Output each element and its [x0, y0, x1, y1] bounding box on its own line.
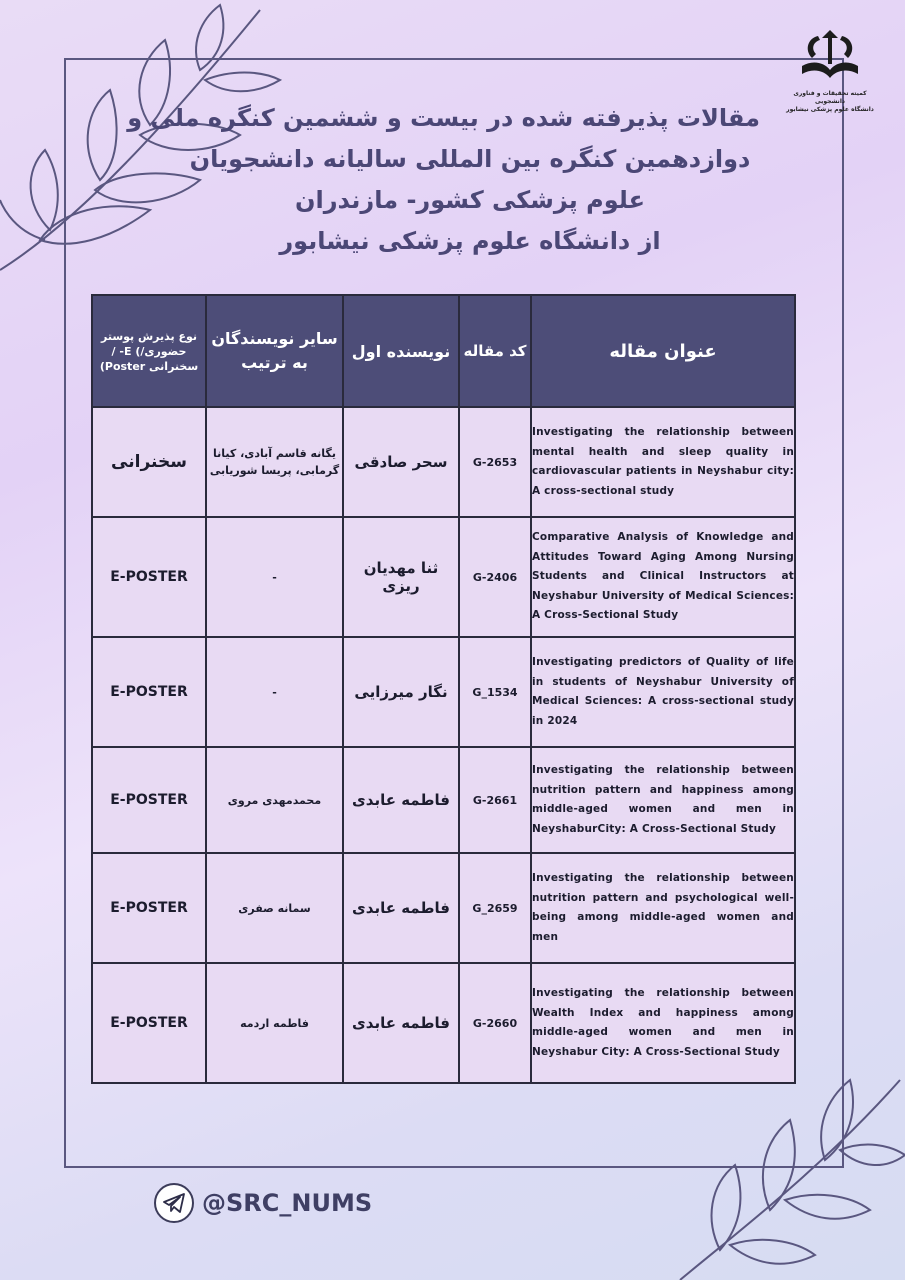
cell-first-author: فاطمه عابدی [343, 853, 459, 963]
header-paper-title: عنوان مقاله [531, 295, 795, 407]
header-paper-code: کد مقاله [459, 295, 531, 407]
telegram-handle-text[interactable]: @SRC_NUMS [202, 1189, 373, 1217]
cell-paper-code: G-2406 [459, 517, 531, 637]
table-row [92, 407, 795, 517]
cell-first-author: ثنا مهدیان ریزی [343, 517, 459, 637]
cell-paper-title: Investigating predictors of Quality of life in students of Neyshabur University of Medical Sciences: A cross-sectional study in 2024 [531, 637, 795, 747]
table-row [92, 637, 795, 747]
accepted-papers-table [91, 294, 796, 1084]
title-line-3: علوم پزشکی کشور- مازندران [295, 186, 645, 214]
cell-paper-code: G_2659 [459, 853, 531, 963]
telegram-icon[interactable] [154, 1183, 194, 1223]
cell-paper-title: Investigating the relationship between Wealth Index and happiness among middle-aged women and men in Neyshabur City: A Cross-Sectional Study [531, 963, 795, 1083]
cell-acceptance-type: سخنرانی [92, 407, 206, 517]
table-row [92, 853, 795, 963]
logo-caption-line1: کمیته تحقیقات و فناوری دانشجویی [793, 90, 867, 105]
book-pen-logo-icon [798, 28, 862, 86]
header-coauthors: سایر نویسندگان به ترتیب [206, 295, 343, 407]
cell-acceptance-type: E-POSTER [92, 963, 206, 1083]
cell-coauthors: محمدمهدی مروی [206, 747, 343, 853]
cell-first-author: سحر صادقی [343, 407, 459, 517]
title-line-4: از دانشگاه علوم پزشکی نیشابور [279, 227, 661, 255]
cell-acceptance-type: E-POSTER [92, 853, 206, 963]
cell-first-author: فاطمه عابدی [343, 963, 459, 1083]
table-row [92, 747, 795, 853]
university-logo [780, 28, 880, 114]
cell-coauthors: یگانه قاسم آبادی، کیانا گرمابی، پریسا شوریابی [206, 407, 343, 517]
cell-paper-title: Investigating the relationship between nutrition pattern and happiness among middle-aged women and men in NeyshaburCity: A Cross-Sectional Study [531, 747, 795, 853]
cell-paper-code: G-2653 [459, 407, 531, 517]
cell-coauthors: فاطمه اردمه [206, 963, 343, 1083]
header-first-author: نویسنده اول [343, 295, 459, 407]
cell-coauthors: - [206, 517, 343, 637]
header-acceptance-type: نوع پذیرش پوستر حضوری/) E- /سخنرانی Poster) [92, 295, 206, 407]
cell-acceptance-type: E-POSTER [92, 747, 206, 853]
cell-paper-code: G-2660 [459, 963, 531, 1083]
cell-paper-title: Investigating the relationship between mental health and sleep quality in cardiovascular patients in Neyshabur city: A cross-sectional study [531, 407, 795, 517]
cell-first-author: فاطمه عابدی [343, 747, 459, 853]
cell-acceptance-type: E-POSTER [92, 517, 206, 637]
cell-paper-code: G-2661 [459, 747, 531, 853]
cell-paper-title: Comparative Analysis of Knowledge and Attitudes Toward Aging Among Nursing Students and Clinical Instructors at Neyshabur University of Medical Sciences: A Cross-Sectional Study [531, 517, 795, 637]
table-row [92, 517, 795, 637]
page-title [127, 98, 760, 262]
logo-caption-line2: دانشگاه علوم پزشکی نیشابور [786, 106, 874, 113]
title-line-2: دوازدهمین کنگره بین المللی سالیانه دانشجویان [189, 145, 751, 173]
telegram-handle[interactable] [154, 1180, 372, 1226]
table-header-row [92, 295, 795, 407]
cell-paper-code: G_1534 [459, 637, 531, 747]
title-line-1: مقالات پذیرفته شده در بیست و ششمین کنگره ملی و [127, 104, 760, 132]
cell-coauthors: سمانه صفری [206, 853, 343, 963]
leaf-branch-bottom-right-icon [650, 1060, 905, 1280]
cell-paper-title: Investigating the relationship between nutrition pattern and psychological well-being among middle-aged women and men [531, 853, 795, 963]
cell-acceptance-type: E-POSTER [92, 637, 206, 747]
cell-first-author: نگار میرزایی [343, 637, 459, 747]
cell-coauthors: - [206, 637, 343, 747]
table-row [92, 963, 795, 1083]
